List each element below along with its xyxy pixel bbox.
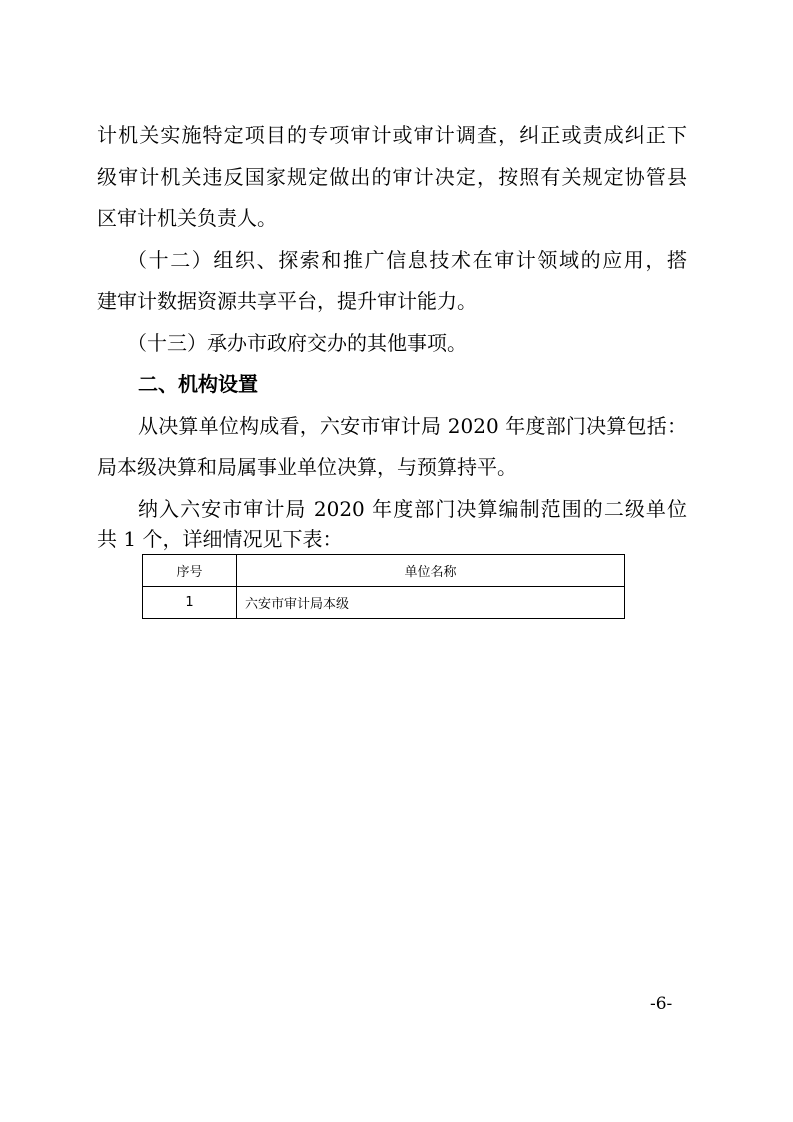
section-heading: 二、机构设置	[138, 372, 258, 396]
paragraph-line: 级审计机关违反国家规定做出的审计决定，按照有关规定协管县	[97, 165, 687, 189]
paragraph-line: （十二）组织、探索和推广信息技术在审计领域的应用，搭	[127, 248, 687, 272]
column-header-unit-name: 单位名称	[237, 555, 625, 587]
paragraph-line: 局本级决算和局属事业单位决算，与预算持平。	[97, 455, 517, 479]
cell-unit-name: 六安市审计局本级	[237, 587, 625, 619]
cell-no: 1	[143, 587, 237, 619]
paragraph-line: 计机关实施特定项目的专项审计或审计调查，纠正或责成纠正下	[97, 123, 687, 147]
table-row	[143, 587, 625, 619]
paragraph-line: 区审计机关负责人。	[97, 206, 277, 230]
paragraph-line: （十三）承办市政府交办的其他事项。	[127, 331, 467, 355]
paragraph-line: 建审计数据资源共享平台，提升审计能力。	[97, 289, 477, 313]
paragraph-line: 共 1 个，详细情况见下表：	[97, 527, 343, 551]
paragraph-line: 从决算单位构成看，六安市审计局 2020 年度部门决算包括：	[138, 414, 687, 438]
table-header-row	[143, 555, 625, 587]
paragraph-line: 纳入六安市审计局 2020 年度部门决算编制范围的二级单位	[138, 497, 687, 521]
column-header-no: 序号	[143, 555, 237, 587]
page-number: -6-	[650, 994, 673, 1014]
units-table	[142, 554, 625, 619]
